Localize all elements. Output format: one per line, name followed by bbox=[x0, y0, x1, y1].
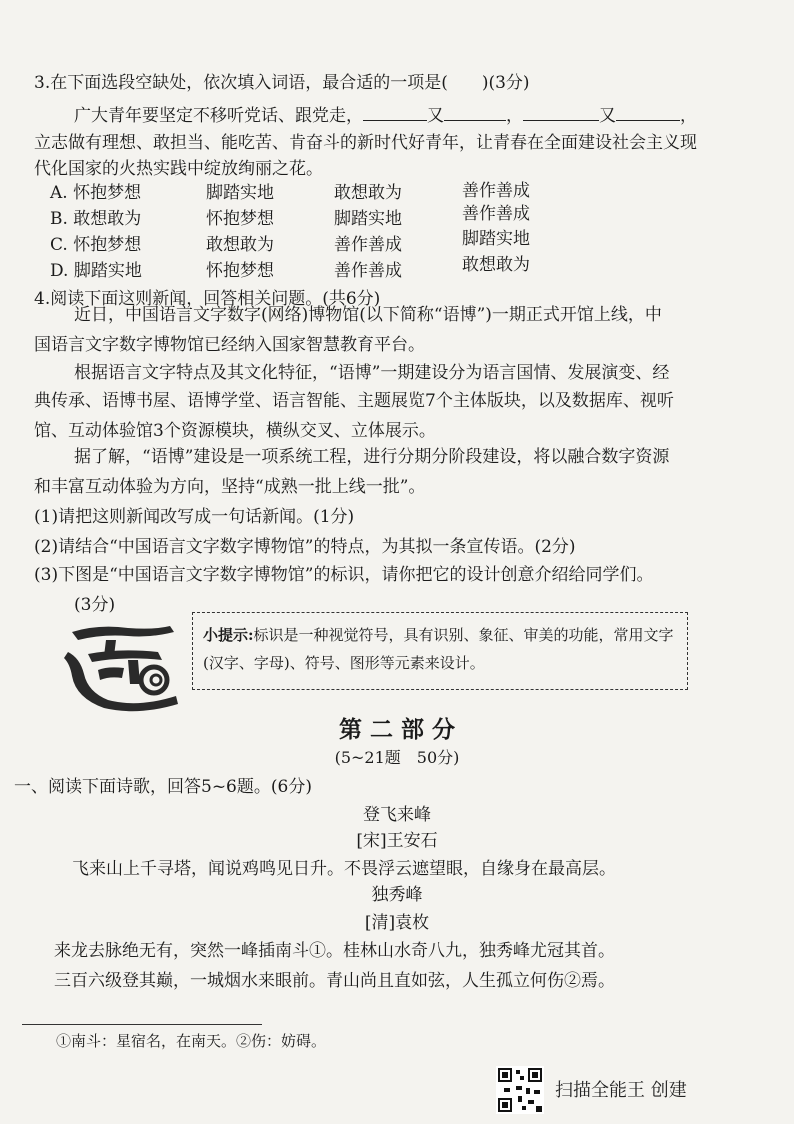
blank-4 bbox=[616, 104, 680, 121]
poem1-text: 飞来山上千寻塔，闻说鸡鸣见日升。不畏浮云遮望眼，自缘身在最高层。 bbox=[72, 859, 616, 879]
q3-option-d-word2: 怀抱梦想 bbox=[206, 261, 274, 281]
tip-line1: 小提示:标识是一种视觉符号，具有识别、象征、审美的功能，常用文字 bbox=[203, 626, 674, 644]
section1-heading: 一、阅读下面诗歌，回答5~6题。(6分) bbox=[14, 777, 312, 797]
q3-option-a-word3: 敢想敢为 bbox=[334, 183, 402, 203]
q3-stem: 3.在下面选段空缺处，依次填入词语，最合适的一项是( )(3分) bbox=[34, 73, 530, 93]
poem2-author: [清]袁枚 bbox=[364, 913, 430, 933]
q3-option-d-word3: 善作善成 bbox=[334, 261, 402, 281]
qr-code-icon bbox=[496, 1066, 544, 1114]
q3-option-b-word2: 怀抱梦想 bbox=[206, 209, 274, 229]
scanner-watermark: 扫描全能王 创建 bbox=[555, 1080, 687, 1101]
q3-option-c: C. 怀抱梦想 bbox=[50, 235, 142, 255]
poem2-line2: 三百六级登其巅，一城烟水来眼前。青山尚且直如弦，人生孤立何伤②焉。 bbox=[54, 971, 615, 991]
q4-p2-line3: 馆、互动体验馆3个资源模块，横纵交叉、立体展示。 bbox=[34, 421, 436, 441]
tip-line2: (汉字、字母)、符号、图形等元素来设计。 bbox=[203, 654, 485, 672]
q3-option-b: B. 敢想敢为 bbox=[50, 209, 142, 229]
q3-option-a: A. 怀抱梦想 bbox=[50, 183, 142, 203]
blank-2 bbox=[444, 104, 506, 121]
q3-option-a-word2: 脚踏实地 bbox=[206, 183, 274, 203]
q3-passage-line3: 代化国家的火热实践中绽放绚丽之花。 bbox=[34, 159, 323, 179]
q4-sub3-score: (3分) bbox=[74, 595, 116, 615]
q3-passage-line2: 立志做有理想、敢担当、能吃苦、肯奋斗的新时代好青年，让青春在全面建设社会主义现 bbox=[34, 133, 697, 153]
q4-stem: 4.阅读下面这则新闻，回答相关问题。(共6分) bbox=[34, 289, 381, 309]
blank-1 bbox=[363, 104, 427, 121]
q3-option-c-word3: 善作善成 bbox=[334, 235, 402, 255]
blank-3 bbox=[523, 104, 599, 121]
footnote: ①南斗：星宿名，在南天。②伤：妨碍。 bbox=[56, 1032, 327, 1050]
footnote-divider bbox=[22, 1024, 262, 1025]
q4-sub2: (2)请结合“中国语言文字数字博物馆”的特点，为其拟一条宣传语。(2分) bbox=[34, 537, 576, 557]
q4-p2-line1: 根据语言文字特点及其文化特征，“语博”一期建设分为语言国情、发展演变、经 bbox=[74, 363, 670, 383]
part2-range: (5~21题 50分) bbox=[334, 748, 460, 767]
part2-title: 第 二 部 分 bbox=[338, 716, 456, 743]
q4-p1-line2: 国语言文字数字博物馆已经纳入国家智慧教育平台。 bbox=[34, 335, 425, 355]
q3-option-d-word4: 敢想敢为 bbox=[462, 255, 530, 275]
q3-option-a-word4: 善作善成 bbox=[462, 181, 530, 201]
q3-option-c-word2: 敢想敢为 bbox=[206, 235, 274, 255]
q4-sub1: (1)请把这则新闻改写成一句话新闻。(1分) bbox=[34, 507, 355, 527]
poem2-line1: 来龙去脉绝无有，突然一峰插南斗①。桂林山水奇八九，独秀峰尤冠其首。 bbox=[54, 941, 615, 961]
q3-option-b-word3: 脚踏实地 bbox=[334, 209, 402, 229]
tip-label: 小提示: bbox=[203, 626, 254, 644]
tip-box bbox=[192, 612, 688, 690]
q3-passage-line1: 广大青年要坚定不移听党话、跟党走， 又 ， 又 ， bbox=[74, 106, 697, 126]
poem2-title: 独秀峰 bbox=[371, 885, 423, 905]
q4-p3-line2: 和丰富互动体验为方向，坚持“成熟一批上线一批”。 bbox=[34, 477, 426, 497]
q4-sub3: (3)下图是“中国语言文字数字博物馆”的标识，请你把它的设计创意介绍给同学们。 bbox=[34, 565, 654, 585]
q3-option-b-word4: 善作善成 bbox=[462, 204, 530, 224]
q4-p1-line1: 近日，中国语言文字数字(网络)博物馆(以下简称“语博”)一期正式开馆上线，中 bbox=[74, 305, 662, 325]
q4-p3-line1: 据了解，“语博”建设是一项系统工程，进行分期分阶段建设，将以融合数字资源 bbox=[74, 447, 670, 467]
q3-option-c-word4: 脚踏实地 bbox=[462, 229, 530, 249]
poem1-title: 登飞来峰 bbox=[363, 805, 431, 825]
yubo-logo-icon bbox=[58, 622, 184, 712]
poem1-author: [宋]王安石 bbox=[356, 831, 438, 851]
q4-p2-line2: 典传承、语博书屋、语博学堂、语言智能、主题展览7个主体版块，以及数据库、视听 bbox=[34, 391, 674, 411]
q3-option-d: D. 脚踏实地 bbox=[50, 261, 142, 281]
